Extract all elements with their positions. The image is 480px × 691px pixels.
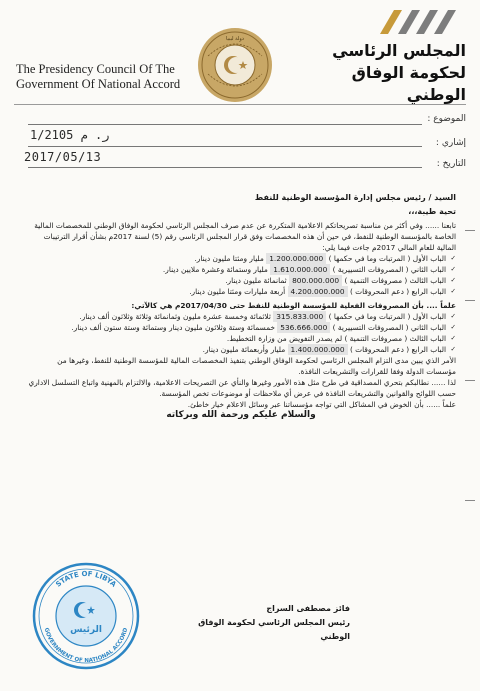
allocations-list	[26, 253, 456, 297]
allocation-item: ✓ الباب الرابع ( دعم المحروقات ) 4.200.000.000 أربعة مليارات ومئتا مليون دينار.	[26, 286, 456, 297]
letter-body	[26, 192, 456, 421]
signatory-name: فائز مصطفى السراج	[266, 604, 350, 613]
date-line	[28, 167, 422, 168]
header-en-line2: Government Of National Accord	[16, 77, 181, 91]
margin-tick	[465, 500, 475, 501]
header-divider	[14, 104, 466, 105]
ref-line	[28, 146, 422, 147]
closing-salutation: والسلام عليكم ورحمة الله وبركاته	[166, 410, 316, 420]
paragraph-note: علماً ...... بأن الخوض في المشاكل التي تواجه مؤسساتنا عبر وسائل الاعلام خيار خاطئ.	[187, 400, 456, 409]
date-label: التاريخ :	[436, 159, 466, 169]
paragraph-commitment: الأمر الذي يبين مدى التزام المجلس الرئاسي لحكومة الوفاق الوطني بتنفيذ المخصصات المالية للمؤسسة الوطنية للنفط، وغيرها من مؤسسات الدولة وفقا للقرارات والتشريعات النافذة.	[57, 356, 456, 376]
header-english	[16, 62, 216, 92]
header-arabic	[306, 40, 466, 106]
spent-item: ✓ الباب الثالث ( مصروفات التنمية ) لم يصدر التفويض من وزارة التخطيط.	[26, 333, 456, 344]
margin-tick	[465, 380, 475, 381]
spent-item: ✓ الباب الثاني ( المصروفات التسييرية ) 536.666.000 خمسمائة وستة وثلاثون مليون دينار وستمائة وستة ستون ألف دينار.	[26, 322, 456, 333]
spent-item: ✓ الباب الأول ( المرتبات وما في حكمها ) 315.833.000 ثلاثمائة وخمسة عشرة مليون وثمانمائة وثلاثة وثلاثون ألف دينار.	[26, 311, 456, 322]
emblem-caption: دولة ليبيا	[225, 36, 244, 42]
subject-label: الموضوع :	[427, 114, 466, 124]
date-value: 2017/05/13	[24, 150, 102, 164]
ref-value: 1/2105 ر. م	[30, 128, 110, 142]
addressee: السيد / رئيس مجلس إدارة المؤسسة الوطنية للنفط	[254, 193, 456, 202]
stamp-center-text: الرئيس	[70, 625, 102, 635]
signatory-title: رئيس المجلس الرئاسي لحكومة الوفاق الوطني	[198, 618, 350, 641]
gna-logo-icon	[376, 6, 466, 36]
allocation-item: ✓ الباب الثالث ( مصروفات التنمية ) 800.000.000 ثمانمائة مليون دينار.	[26, 275, 456, 286]
header-ar-line1: المجلس الرئاسي	[332, 41, 466, 60]
stamp-bottom-text: GOVERNMENT OF NATIONAL ACCORD	[42, 627, 130, 665]
margin-tick	[465, 230, 475, 231]
allocation-item: ✓ الباب الثاني ( المصروفات التسييرية ) 1.610.000.000 مليار وستمائة وعشرة ملايين دينار.	[26, 264, 456, 275]
paragraph-request: لذا ...... نطالبكم بتحري المصداقية في طرح مثل هذه الأمور وغيرها والنأي عن التصريحات الاعلامية، والالتزام بالمهنية واتباع التسلسل الاداري حسب اللوائح والقوانين والتشريعات النافذة في عرض أي ملاحظات أو موضوعات تخص المؤسسة.	[28, 378, 456, 398]
header-ar-line2: لحكومة الوفاق الوطني	[351, 63, 466, 104]
spent-list	[26, 311, 456, 355]
stamp-top-text: STATE OF LIBYA	[54, 569, 118, 589]
signature-block	[170, 602, 350, 644]
official-stamp-icon	[30, 560, 142, 672]
subject-line	[28, 124, 422, 125]
header-en-line1: The Presidency Council Of The	[16, 62, 175, 76]
margin-tick	[465, 300, 475, 301]
ref-label: إشاري :	[435, 138, 466, 148]
paragraph-intro: تابعنا ...... وفي أكثر من مناسبة تصريحاتكم الاعلامية المتكررة عن عدم صرف المجلس الرئاسي لحكومة الوفاق الوطني للمخصصات المالية الخاصة بالمؤسسة الوطنية للنفط، في حين أن هذه المخصصات وفق قرار المجلس الرئاسي رقم (5) لسنة 2017م بشأن أقرار الترتيبات المالية للعام المالي 2017م جاءت فيما يلي:	[34, 221, 456, 252]
spent-item: ✓ الباب الرابع ( دعم المحروقات ) 1.400.000.000 مليار وأربعمائة مليون دينار.	[26, 344, 456, 355]
allocation-item: ✓ الباب الأول ( المرتبات وما في حكمها ) 1.200.000.000 مليار ومئتا مليون دينار.	[26, 253, 456, 264]
greeting: تحية طيبة،،،	[408, 207, 456, 216]
paragraph-actual-spending: علماً .... بأن المصروفات الفعلية للمؤسسة الوطنية للنفط حتى 2017/04/30م هي كالآتي:	[131, 301, 456, 310]
